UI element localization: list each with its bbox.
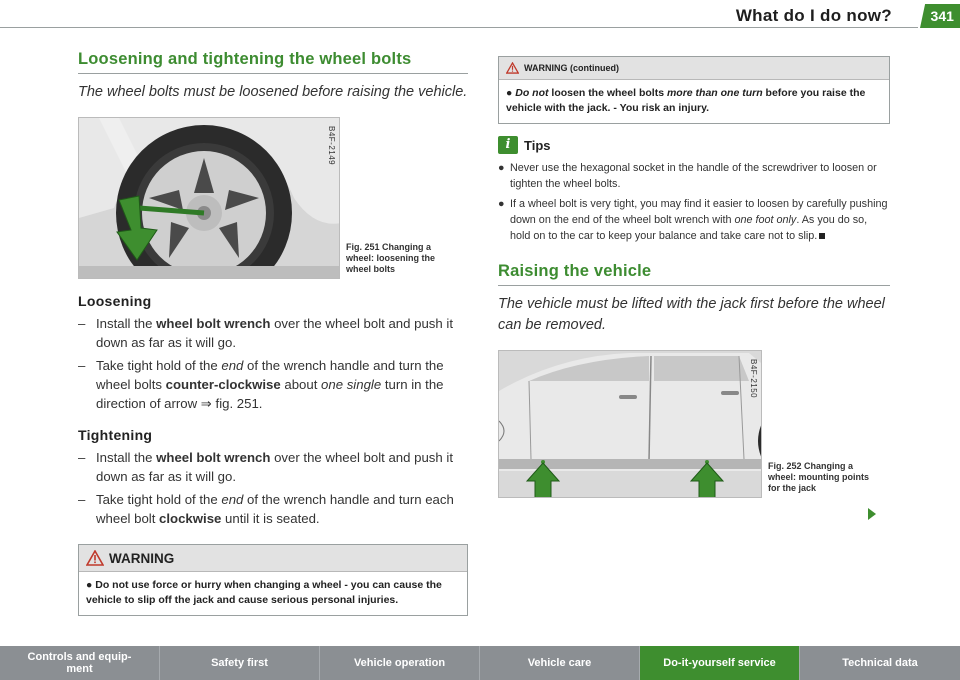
header-rule <box>0 27 918 28</box>
figure-252 <box>498 350 890 498</box>
section-lead: The wheel bolts must be loosened before raising the vehicle. <box>78 84 468 100</box>
warning-continued-box <box>498 56 890 124</box>
car-drawing <box>499 351 762 498</box>
warning-continued-text: ● Do not loosen the wheel bolts more than one turn before you raise the vehicle with the jack. - You risk an injury. <box>506 87 866 114</box>
warning-continued-header <box>499 57 889 80</box>
warning-continued-title: WARNING (continued) <box>524 63 619 73</box>
next-page-arrow-icon[interactable] <box>868 508 876 520</box>
wheel-illustration <box>78 117 340 279</box>
car-illustration <box>498 350 762 498</box>
tab-controls-equipment[interactable]: Controls and equip- ment <box>0 646 160 680</box>
left-column <box>78 50 468 616</box>
warning-box <box>78 544 468 616</box>
tightening-steps <box>78 448 468 528</box>
tip-item: ● Never use the hexagonal socket in the handle of the screwdriver to loosen or tighten the wheel bolts. <box>498 162 877 190</box>
warning-text: ● Do not use force or hurry when changing a wheel - you can cause the vehicle to slip off the jack and cause serious personal injuries. <box>86 579 442 606</box>
section-lead: The vehicle must be lifted with the jack first before the wheel can be removed. <box>498 296 885 333</box>
wheel-drawing <box>79 118 340 279</box>
warning-header <box>79 545 467 572</box>
tab-do-it-yourself[interactable]: Do-it-yourself service <box>640 646 800 680</box>
right-column <box>498 56 890 498</box>
tip-item: ● If a wheel bolt is very tight, you may find it easier to loosen by carefully pushing down on the end of the wheel bolt wrench with one foot only. As you do so, hold on to the car to keep your balance and take care not to slip. <box>498 198 888 242</box>
warning-triangle-icon <box>506 62 519 74</box>
loosening-steps <box>78 314 468 413</box>
tab-vehicle-care[interactable]: Vehicle care <box>480 646 640 680</box>
page-header-title: What do I do now? <box>735 6 892 25</box>
list-item: – Install the wheel bolt wrench over the wheel bolt and push it down as far as it will go. <box>78 448 468 486</box>
warning-title: WARNING <box>109 550 175 566</box>
loosening-heading: Loosening <box>78 293 152 309</box>
figure-251 <box>78 117 468 279</box>
tab-safety-first[interactable]: Safety first <box>160 646 320 680</box>
tightening-heading: Tightening <box>78 427 153 443</box>
section-title-wheel-bolts: Loosening and tightening the wheel bolts <box>78 50 468 74</box>
tab-vehicle-operation[interactable]: Vehicle operation <box>320 646 480 680</box>
tab-technical-data[interactable]: Technical data <box>800 646 960 680</box>
figure-code: B4F-2149 <box>327 126 336 166</box>
list-item: – Take tight hold of the end of the wrench handle and turn the wheel bolts counter-clockwise about one single turn in the direction of arrow ⇒ fig. 251. <box>78 356 468 413</box>
info-icon: i <box>498 136 518 154</box>
end-marker-icon <box>819 233 825 239</box>
tips-heading: i Tips <box>498 136 890 154</box>
page-number: 341 <box>920 4 960 28</box>
list-item: – Take tight hold of the end of the wrench handle and turn each wheel bolt clockwise until it is seated. <box>78 490 468 528</box>
figure-caption: Fig. 252 Changing a wheel: mounting points for the jack <box>768 461 869 493</box>
section-title-raising: Raising the vehicle <box>498 262 890 286</box>
footer-nav <box>0 646 960 680</box>
warning-triangle-icon <box>86 550 104 566</box>
figure-code: B4F-2150 <box>749 359 758 399</box>
list-item: – Install the wheel bolt wrench over the wheel bolt and push it down as far as it will go. <box>78 314 468 352</box>
figure-caption: Fig. 251 Changing a wheel: loosening the wheel bolts <box>346 242 436 274</box>
